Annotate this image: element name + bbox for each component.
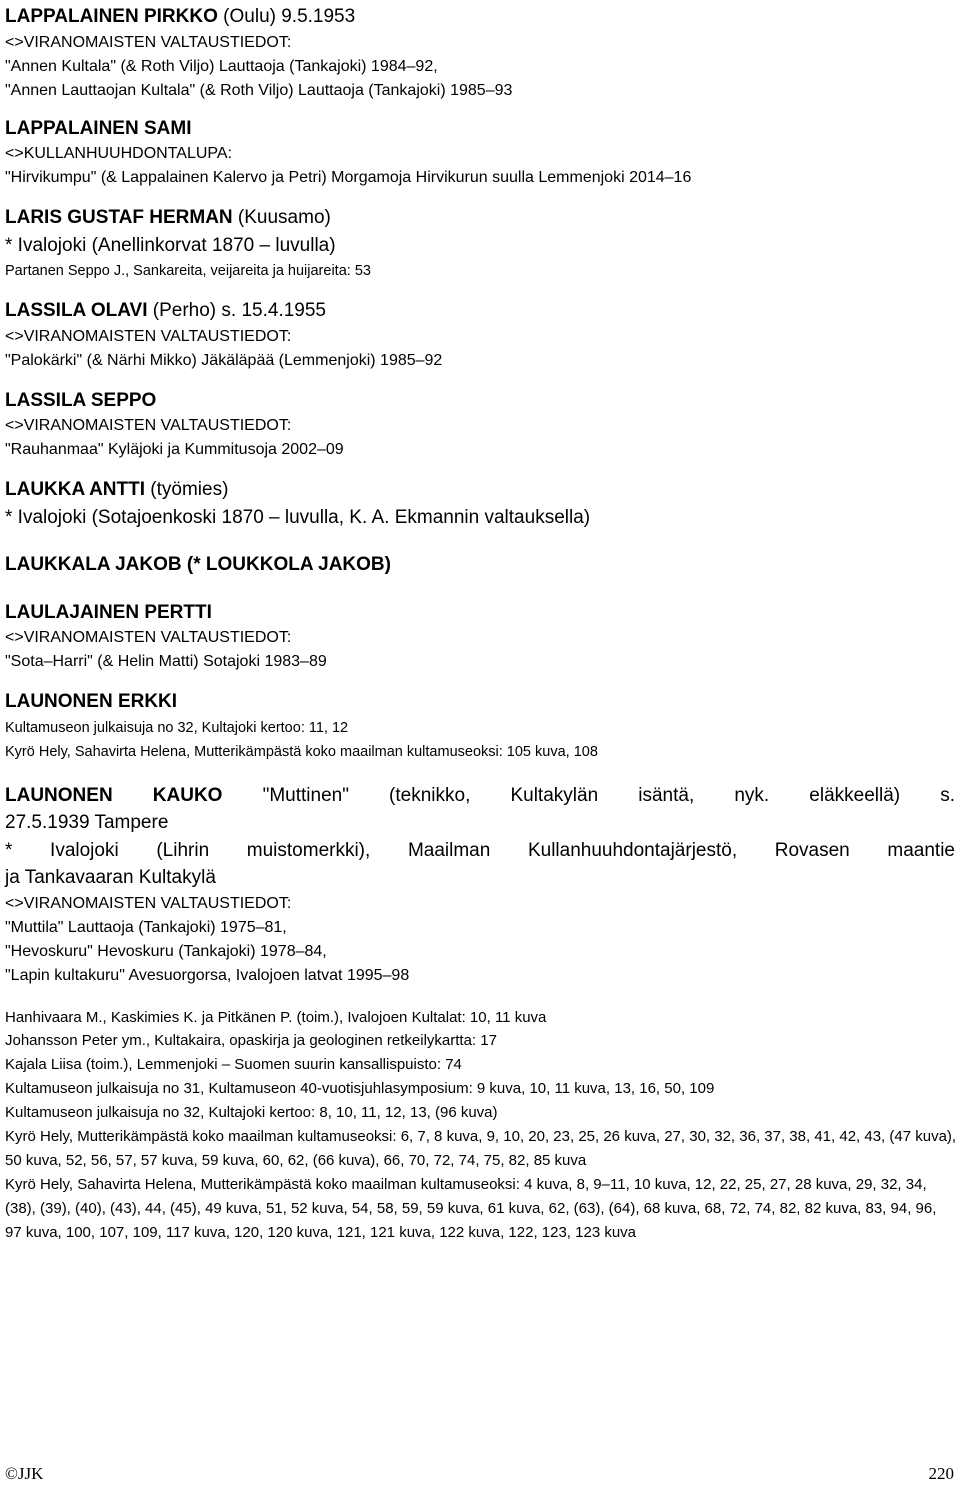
entry-info: (Oulu) 9.5.1953	[217, 6, 356, 27]
entry-lassila-seppo	[5, 387, 955, 463]
entry-label: <>VIRANOMAISTEN VALTAUSTIEDOT:	[5, 417, 292, 434]
entry-name: LAUNONEN KAUKO	[5, 784, 223, 806]
bibliography-item: Hanhivaara M., Kaskimies K. ja Pitkänen P. (toim.), Ivalojoen Kultalat: 10, 11 kuva	[5, 1008, 547, 1026]
entry-name: LARIS GUSTAF HERMAN	[5, 207, 233, 228]
bibliography-item: Kultamuseon julkaisuja no 31, Kultamuseon 40-vuotisjuhlasymposium: 9 kuva, 10, 11 kuva, 13, 16, 50, 109	[5, 1080, 715, 1098]
claim-line: "Lapin kultakuru" Avesuorgorsa, Ivalojoen latvat 1995–98	[5, 966, 410, 984]
claim-line: "Annen Lauttaojan Kultala" (& Roth Viljo) Lauttaoja (Tankajoki) 1985–93	[5, 81, 513, 99]
entry-heading	[5, 476, 955, 504]
entry-label: <>VIRANOMAISTEN VALTAUSTIEDOT:	[5, 33, 292, 51]
entry-launonen-erkki	[5, 688, 955, 764]
source-line: Partanen Seppo J., Sankareita, veijareita ja huijareita: 53	[5, 263, 371, 279]
claim-line: "Rauhanmaa" Kyläjoki ja Kummitusoja 2002–09	[5, 441, 344, 458]
bibliography-list	[5, 1006, 957, 1245]
entry-name: LAPPALAINEN SAMI	[5, 117, 192, 139]
entry-name: LAULAJAINEN PERTTI	[5, 601, 212, 623]
entry-heading	[5, 204, 955, 232]
entry-laukka-antti	[5, 476, 955, 531]
entry-heading	[5, 551, 955, 579]
entry-heading	[5, 115, 955, 143]
entry-laukkala-jakob	[5, 551, 955, 579]
entry-label: <>VIRANOMAISTEN VALTAUSTIEDOT:	[5, 894, 292, 912]
entry-name: LAUKKA ANTTI	[5, 479, 146, 500]
entry-info-continued: 27.5.1939 Tampere	[5, 812, 169, 833]
entry-name: LAUKKALA JAKOB (* LOUKKOLA JAKOB)	[5, 554, 391, 575]
entry-heading	[5, 3, 955, 31]
location-line: * Ivalojoki (Lihrin muistomerkki), Maailman Kullanhuuhdontajärjestö, Rovasen maantie	[5, 839, 955, 861]
entry-name: LASSILA OLAVI	[5, 300, 148, 321]
entry-launonen-kauko	[5, 782, 955, 1245]
bibliography-item: Kultamuseon julkaisuja no 32, Kultajoki kertoo: 8, 10, 11, 12, 13, (96 kuva)	[5, 1104, 498, 1122]
claim-line: "Sota–Harri" (& Helin Matti) Sotajoki 1983–89	[5, 653, 327, 670]
page-number: 220	[928, 1464, 954, 1483]
entry-laris-gustaf-herman	[5, 204, 955, 283]
entry-info: (työmies)	[145, 479, 229, 500]
claim-line: "Annen Kultala" (& Roth Viljo) Lauttaoja (Tankajoki) 1984–92,	[5, 57, 438, 75]
entry-heading	[5, 297, 955, 325]
claim-line: "Muttila" Lauttaoja (Tankajoki) 1975–81,	[5, 918, 287, 936]
entry-heading	[5, 387, 955, 415]
entry-lappalainen-pirkko	[5, 3, 955, 103]
entry-info: (Kuusamo)	[232, 207, 331, 228]
entry-heading	[5, 688, 955, 716]
entry-name: LAPPALAINEN PIRKKO	[5, 6, 218, 27]
bibliography-item: Johansson Peter ym., Kultakaira, opaskirja ja geologinen retkeilykartta: 17	[5, 1032, 497, 1050]
entry-lappalainen-sami	[5, 115, 955, 191]
location-line: * Ivalojoki (Sotajoenkoski 1870 – luvulla, K. A. Ekmannin valtauksella)	[5, 506, 591, 528]
entry-label: <>KULLANHUUHDONTALUPA:	[5, 145, 233, 162]
entry-name: LAUNONEN ERKKI	[5, 691, 178, 712]
entry-info: "Muttinen" (teknikko, Kultakylän isäntä, nyk. eläkkeellä) s.	[262, 784, 955, 806]
location-line-continued: ja Tankavaaran Kultakylä	[5, 867, 216, 888]
entry-heading	[5, 599, 955, 627]
source-line: Kultamuseon julkaisuja no 32, Kultajoki kertoo: 11, 12	[5, 719, 349, 736]
entry-heading	[5, 782, 955, 810]
claim-line: "Hevoskuru" Hevoskuru (Tankajoki) 1978–84,	[5, 942, 327, 960]
copyright-mark: ©JJK	[5, 1464, 44, 1483]
entry-name: LASSILA SEPPO	[5, 389, 157, 411]
entry-laulajainen-pertti	[5, 599, 955, 675]
entry-label: <>VIRANOMAISTEN VALTAUSTIEDOT:	[5, 327, 292, 345]
entry-label: <>VIRANOMAISTEN VALTAUSTIEDOT:	[5, 629, 292, 646]
location-line: * Ivalojoki (Anellinkorvat 1870 – luvulla)	[5, 234, 336, 256]
claim-line: "Palokärki" (& Närhi Mikko) Jäkäläpää (Lemmenjoki) 1985–92	[5, 351, 443, 369]
entry-info: (Perho) s. 15.4.1955	[147, 300, 326, 321]
entry-lassila-olavi	[5, 297, 955, 373]
bibliography-item: Kyrö Hely, Mutterikämpästä koko maailman kultamuseoksi: 6, 7, 8 kuva, 9, 10, 20, 23, 25, 26 kuva, 27, 30, 32, 36, 37, 38, 41, 42, 43, (47 kuva), 50 kuva, 52, 56, 57, 57 kuva, 59 kuva, 60, 62, (66 kuva), 66, 70, 72, 74, 75, 82, 85 kuva	[5, 1128, 957, 1169]
bibliography-item: Kajala Liisa (toim.), Lemmenjoki – Suomen suurin kansallispuisto: 74	[5, 1056, 462, 1074]
claim-line: "Hirvikumpu" (& Lappalainen Kalervo ja Petri) Morgamoja Hirvikurun suulla Lemmenjoki 2014–16	[5, 169, 692, 186]
bibliography-item: Kyrö Hely, Sahavirta Helena, Mutterikämpästä koko maailman kultamuseoksi: 4 kuva, 8, 9–11, 10 kuva, 12, 22, 25, 27, 28 kuva, 29, 32, 34, (38), (39), (40), (43), 44, (45), 49 kuva, 51, 52 kuva, 54, 58, 59, 59 kuva, 61 kuva, 62, (63), (64), 68 kuva, 68, 72, 74, 82, 82 kuva, 83, 94, 96, 97 kuva, 100, 107, 109, 117 kuva, 120, 120 kuva, 121, 121 kuva, 122 kuva, 122, 123, 123 kuva	[5, 1175, 937, 1241]
page-content	[5, 3, 955, 1245]
source-line: Kyrö Hely, Sahavirta Helena, Mutterikämpästä koko maailman kultamuseoksi: 105 kuva, 108	[5, 743, 598, 760]
